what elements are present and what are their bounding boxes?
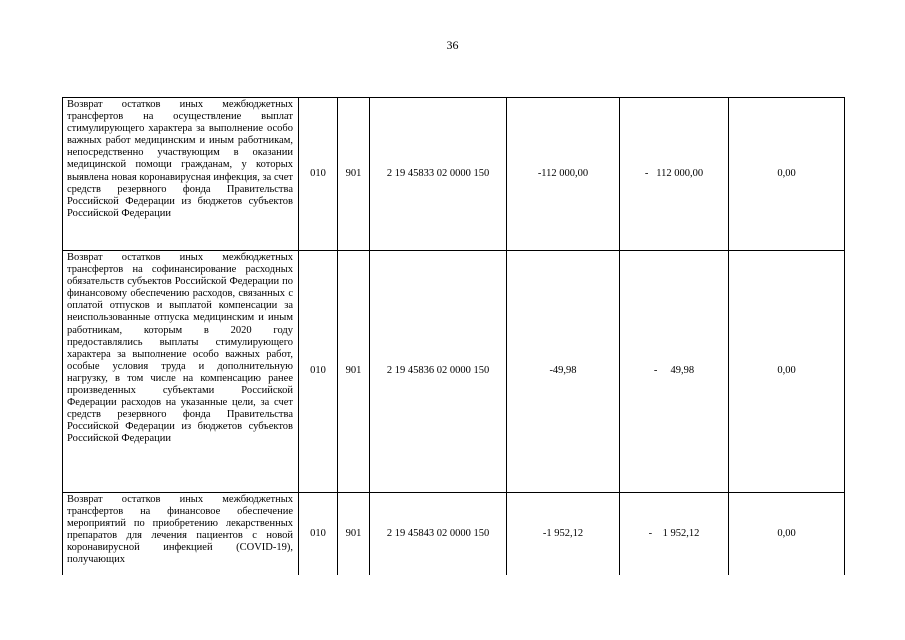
row-remainder-amount: 0,00 — [729, 251, 845, 493]
row-plan-amount: -49,98 — [507, 251, 620, 493]
budget-table — [62, 97, 845, 575]
row-section-code: 010 — [299, 98, 338, 251]
row-kbk-code: 2 19 45836 02 0000 150 — [370, 251, 507, 493]
row-plan-amount: -112 000,00 — [507, 98, 620, 251]
row-description — [63, 493, 299, 575]
row-remainder-amount: 0,00 — [729, 493, 845, 575]
row-plan-amount: -1 952,12 — [507, 493, 620, 575]
page-number: 36 — [446, 38, 459, 52]
row-section-code: 010 — [299, 493, 338, 575]
row-remainder-amount: 0,00 — [729, 98, 845, 251]
row-admin-code: 901 — [338, 98, 370, 251]
table-row — [63, 98, 845, 251]
row-executed-amount: - 1 952,12 — [620, 493, 729, 575]
row-admin-code: 901 — [338, 251, 370, 493]
row-executed-amount: - 49,98 — [620, 251, 729, 493]
table-row — [63, 493, 845, 575]
row-executed-amount: - 112 000,00 — [620, 98, 729, 251]
row-section-code: 010 — [299, 251, 338, 493]
row-description: Возврат остатков иных межбюджетных трансфертов на осуществление выплат стимулирующего характера за выполнение особо важных работ медицинским и иным работникам, непосредственно участвующим в оказании медицинской помощи гражданам, у которых выявлена новая коронавирусная инфекция, за счет средств резервного фонда Правительства Российской Федерации из бюджетов субъектов Российской Федерации — [63, 98, 299, 251]
row-description-text: Возврат остатков иных межбюджетных трансфертов на финансовое обеспечение мероприятий по приобретению лекарственных препаратов для лечения пациентов с новой коронавирусной инфекцией (COVID-19), получающих — [67, 494, 293, 566]
row-description: Возврат остатков иных межбюджетных трансфертов на софинансирование расходных обязательств субъектов Российской Федерации по финансовому обеспечению расходов, связанных с оплатой отпусков и выплатой компенсации за неиспользованные отпуска медицинским и иным работникам, которым в 2020 году предоставлялись выплаты стимулирующего характера за выполнение особо важных работ, особые условия труда и дополнительную нагрузку, в том числе на компенсацию ранее произведенных субъектами Российской Федерации расходов на указанные цели, за счет средств резервного фонда Правительства Российской Федерации из бюджетов субъектов Российской Федерации — [63, 251, 299, 493]
table-row — [63, 251, 845, 493]
row-kbk-code: 2 19 45833 02 0000 150 — [370, 98, 507, 251]
row-admin-code: 901 — [338, 493, 370, 575]
row-kbk-code: 2 19 45843 02 0000 150 — [370, 493, 507, 575]
